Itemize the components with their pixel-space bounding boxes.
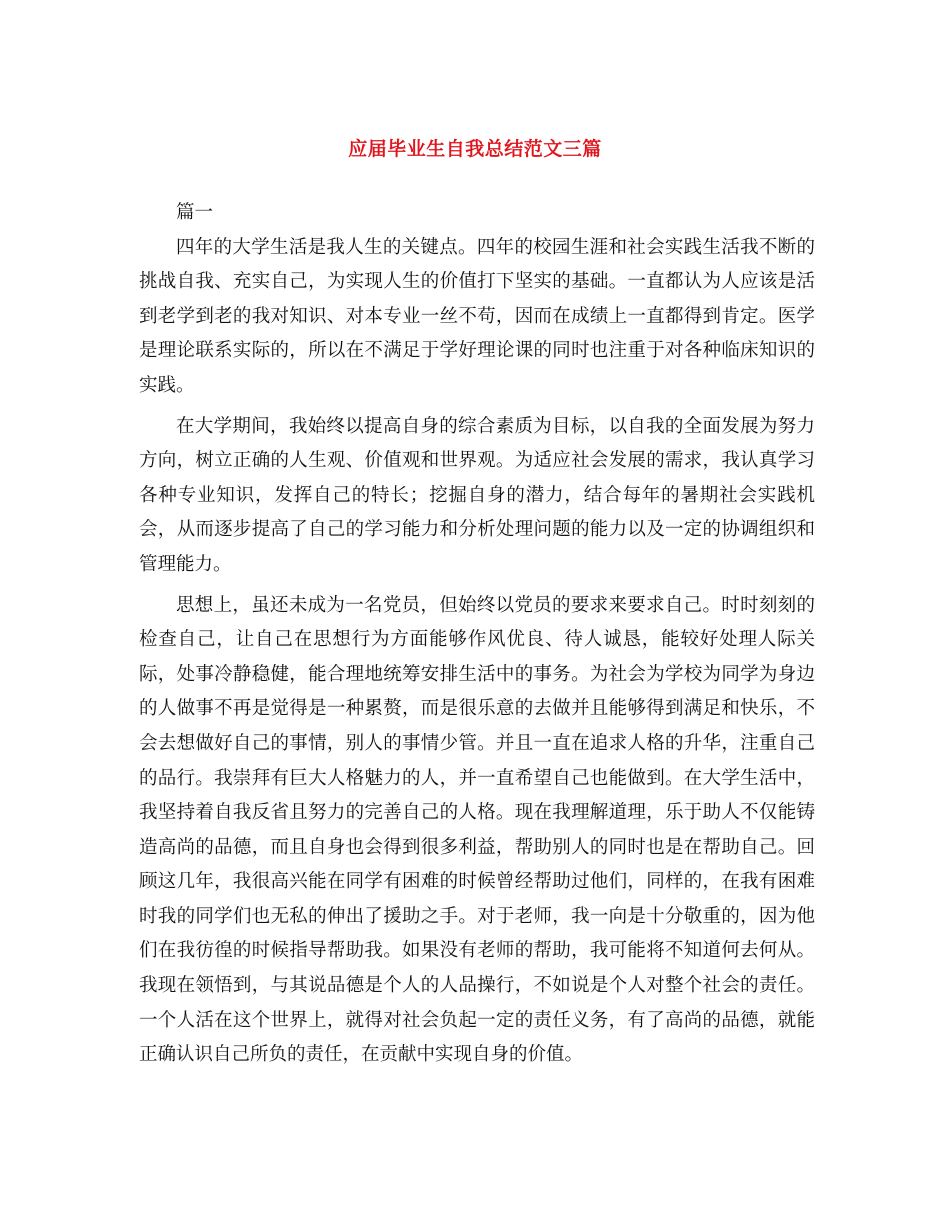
paragraph-1: 四年的大学生活是我人生的关键点。四年的校园生涯和社会实践生活我不断的挑战自我、充实自己，为实现人生的价值打下坚实的基础。一直都认为人应该是活到老学到老的我对知识、对本专业一丝不苟，因而在成绩上一直都得到肯定。医学是理论联系实际的，所以在不满足于学好理论课的同时也注重于对各种临床知识的实践。 xyxy=(139,236,815,396)
section-label: 篇一 xyxy=(176,202,214,223)
paragraph-2: 在大学期间，我始终以提高自身的综合素质为目标，以自我的全面发展为努力方向，树立正确的人生观、价值观和世界观。为适应社会发展的需求，我认真学习各种专业知识，发挥自己的特长；挖掘自身的潜力，结合每年的暑期社会实践机会，从而逐步提高了自己的学习能力和分析处理问题的能力以及一定的协调组织和管理能力。 xyxy=(139,415,815,575)
document-body xyxy=(139,196,815,1073)
paragraph-3: 思想上，虽还未成为一名党员，但始终以党员的要求来要求自己。时时刻刻的检查自己，让自己在思想行为方面能够作风优良、待人诚恳，能较好处理人际关际，处事冷静稳健，能合理地统筹安排生活中的事务。为社会为学校为同学为身边的人做事不再是觉得是一种累赘，而是很乐意的去做并且能够得到满足和快乐，不会去想做好自己的事情，别人的事情少管。并且一直在追求人格的升华，注重自己的品行。我崇拜有巨大人格魅力的人，并一直希望自己也能做到。在大学生活中，我坚持着自我反省且努力的完善自己的人格。现在我理解道理，乐于助人不仅能铸造高尚的品德，而且自身也会得到很多利益，帮助别人的同时也是在帮助自己。回顾这几年，我很高兴能在同学有困难的时候曾经帮助过他们，同样的，在我有困难时我的同学们也无私的伸出了援助之手。对于老师，我一向是十分敬重的，因为他们在我彷徨的时候指导帮助我。如果没有老师的帮助，我可能将不知道何去何从。我现在领悟到，与其说品德是个人的人品操行，不如说是个人对整个社会的责任。一个人活在这个世界上，就得对社会负起一定的责任义务，有了高尚的品德，就能正确认识自己所负的责任，在贡献中实现自身的价值。 xyxy=(139,594,815,1066)
document-title: 应届毕业生自我总结范文三篇 xyxy=(348,137,602,160)
